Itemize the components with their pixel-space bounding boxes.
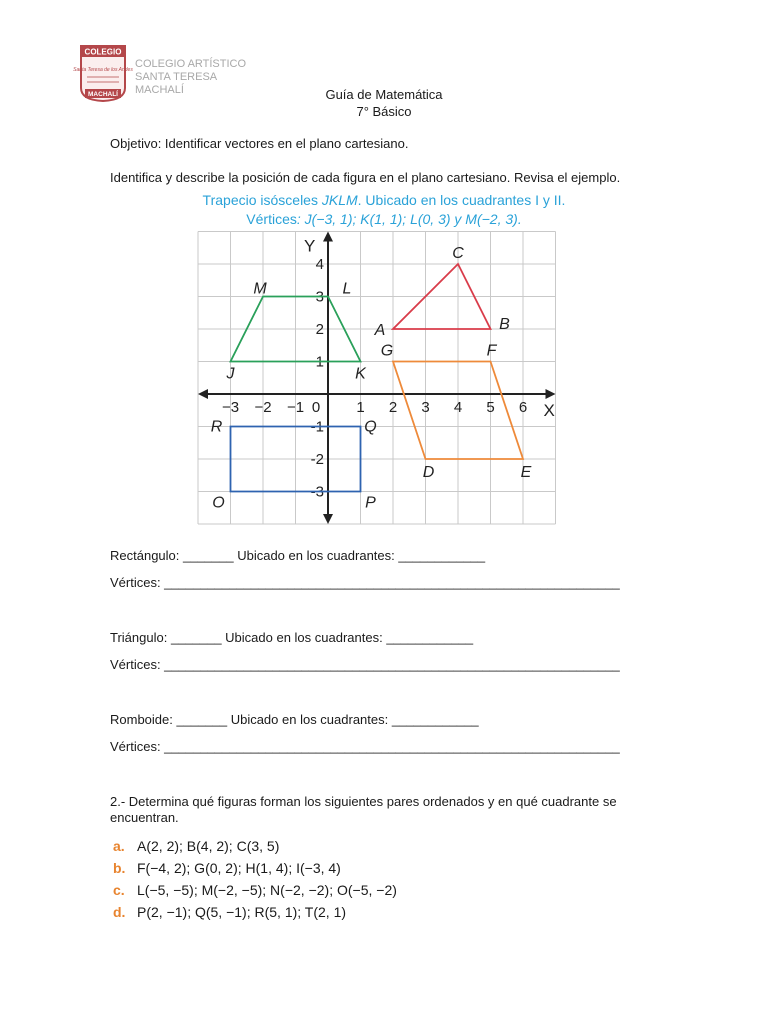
example-suffix: . Ubicado en los cuadrantes I y II. — [357, 192, 566, 208]
example-vertices-values: : J(−3, 1); K(1, 1); L(0, 3) y M(−2, 3). — [296, 211, 522, 227]
x-tick-label: 1 — [356, 399, 365, 416]
rhomboid-question: Romboide: _______ Ubicado en los cuadrantes: ____________ — [110, 712, 479, 727]
rectangle-question: Rectángulo: _______ Ubicado en los cuadrantes: ____________ — [110, 548, 486, 563]
y-axis-label: Y — [304, 236, 316, 256]
trapezoid-vertex-label: J — [226, 365, 235, 383]
y-tick-label: -2 — [310, 451, 324, 468]
x-tick-label: −2 — [254, 399, 272, 416]
triangle-question: Triángulo: _______ Ubicado en los cuadrantes: ____________ — [110, 630, 474, 645]
rectangle-vertex-label: P — [365, 494, 376, 512]
triangle-vertex-label: A — [374, 322, 386, 339]
example-vertices-label: Vértices — [246, 211, 297, 227]
rhomboid-vertices: Vértices: _______________________________________________________________ — [110, 739, 620, 754]
y-axis-arrow-down — [323, 514, 333, 524]
pair-item-d — [113, 904, 346, 920]
y-tick-label: -1 — [310, 418, 324, 436]
trapezoid-vertex-label: K — [355, 365, 366, 383]
x-axis-label: X — [543, 401, 555, 420]
school-line-3: MACHALÍ — [135, 84, 184, 96]
pair-text: P(2, −1); Q(5, −1); R(5, 1); T(2, 1) — [137, 904, 347, 920]
x-tick-label: 3 — [421, 399, 430, 416]
example-line-1 — [0, 192, 768, 208]
rhomboid-vertex-label: D — [422, 464, 435, 481]
pair-letter: d. — [113, 904, 126, 920]
logo-top-text: COLEGIO — [84, 47, 122, 57]
y-tick-label: 3 — [315, 288, 324, 306]
pair-text: F(−4, 2); G(0, 2); H(1, 4); I(−3, 4) — [137, 860, 341, 876]
x-tick-label: −1 — [286, 399, 305, 416]
rectangle-vertex-label: R — [210, 418, 223, 436]
triangle-vertex-label: B — [499, 316, 510, 333]
y-tick-label: 2 — [315, 321, 324, 338]
rectangle-vertex-label: O — [212, 494, 225, 512]
pair-item-b — [113, 860, 341, 876]
question-2-line-1: 2.- Determina qué figuras forman los siguientes pares ordenados y en qué cuadrante se — [110, 794, 617, 809]
example-figure-name: JKLM — [321, 192, 358, 208]
x-tick-label: 6 — [518, 399, 528, 416]
school-line-1: COLEGIO ARTÍSTICO — [135, 58, 247, 70]
logo-bottom-text: MACHALÍ — [88, 91, 118, 98]
instruction-text: Identifica y describe la posición de cada figura en el plano cartesiano. Revisa el ejemplo. — [110, 170, 621, 185]
x-tick-label: 4 — [453, 399, 463, 416]
example-prefix: Trapecio isósceles — [202, 192, 322, 208]
pair-letter: b. — [113, 860, 126, 876]
x-axis-arrow-right — [546, 389, 556, 399]
x-tick-label: 5 — [486, 399, 495, 416]
pair-letter: c. — [113, 882, 125, 898]
rectangle-vertex-label: Q — [364, 418, 377, 436]
x-tick-label: 2 — [388, 399, 398, 416]
rhomboid-vertex-label: E — [520, 464, 532, 481]
rhomboid-vertex-label: G — [380, 342, 394, 360]
guide-title: Guía de Matemática — [325, 87, 443, 102]
trapezoid-vertex-label: M — [253, 280, 267, 298]
x-tick-label: 0 — [311, 399, 321, 416]
y-tick-label: 4 — [315, 256, 324, 273]
triangle-vertices: Vértices: _______________________________________________________________ — [110, 657, 620, 672]
example-line-2 — [0, 211, 768, 227]
y-tick-label: 1 — [315, 353, 324, 371]
objective-text: Objetivo: Identificar vectores en el plano cartesiano. — [110, 136, 409, 151]
triangle-vertex-label: C — [452, 245, 464, 262]
pair-item-c — [113, 882, 397, 898]
pair-letter: a. — [113, 838, 125, 854]
rhomboid-vertex-label: F — [486, 342, 497, 360]
guide-grade: 7° Básico — [356, 104, 412, 119]
y-tick-label: -3 — [310, 483, 324, 501]
question-2-line-2: encuentran. — [110, 810, 179, 825]
x-axis-arrow-left — [198, 389, 208, 399]
trapezoid-vertex-label: L — [342, 280, 352, 298]
school-line-2: SANTA TERESA — [135, 71, 218, 83]
cartesian-plane — [196, 236, 566, 524]
rectangle-vertices: Vértices: _______________________________________________________________ — [110, 575, 620, 590]
x-tick-label: −3 — [221, 399, 240, 416]
pair-item-a — [113, 838, 279, 854]
pair-text: A(2, 2); B(4, 2); C(3, 5) — [137, 838, 280, 854]
logo-middle-text: Santa Teresa de los Andes — [73, 67, 133, 73]
pair-text: L(−5, −5); M(−2, −5); N(−2, −2); O(−5, −2) — [137, 882, 397, 898]
y-axis-arrow-up — [323, 232, 333, 242]
